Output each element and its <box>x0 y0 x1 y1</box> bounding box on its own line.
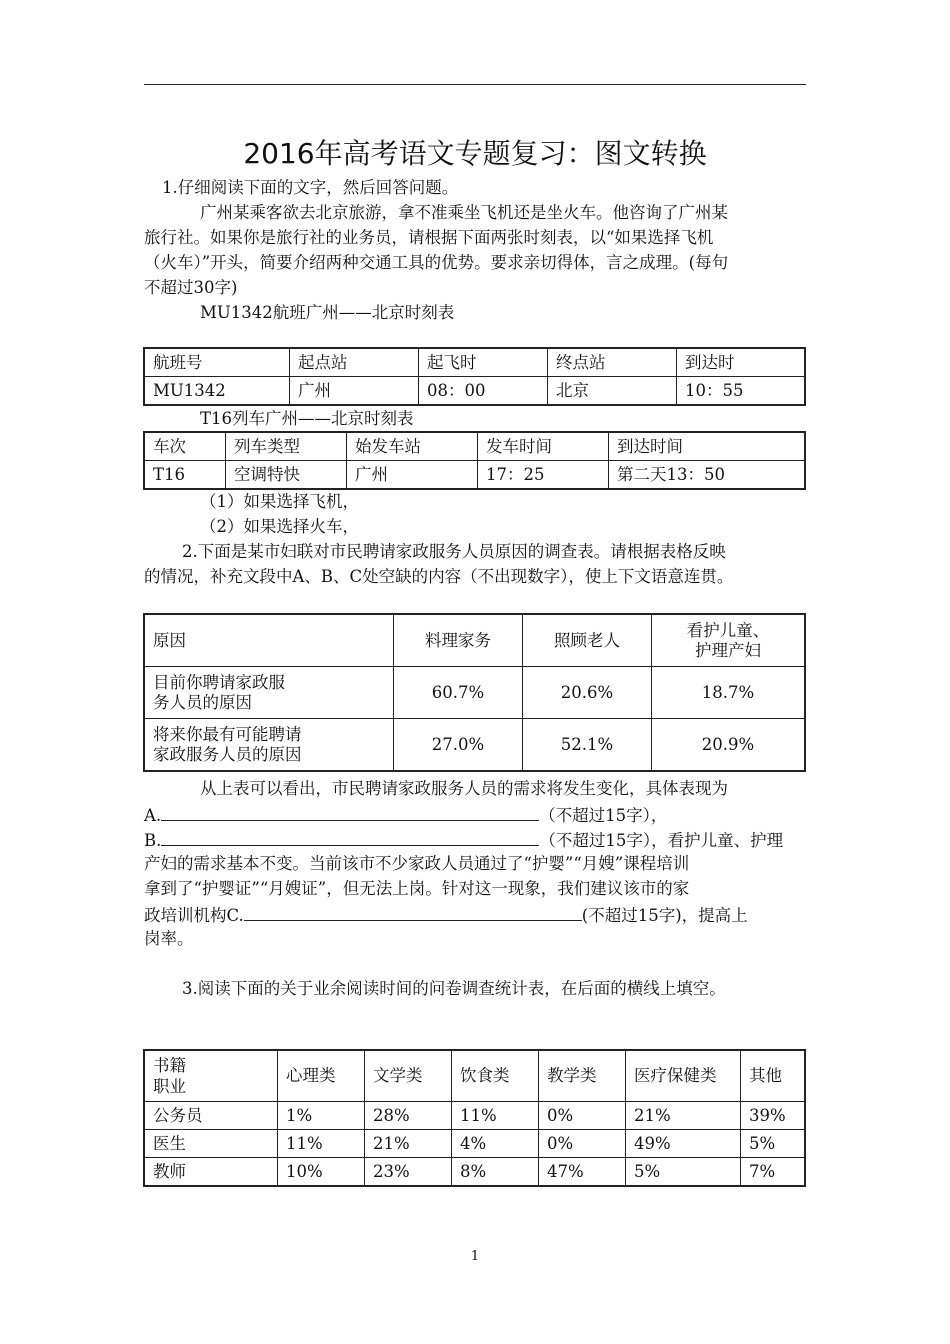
corner-bottom-label: 职业 <box>153 1077 186 1096</box>
table-cell: 17：25 <box>478 461 609 490</box>
q2-stem-line-1: 2.下面是某市妇联对市民聘请家政服务人员原因的调查表。请根据表格反映 <box>182 542 726 561</box>
table-cell: 39% <box>741 1102 806 1130</box>
blank-label-b: B. <box>144 831 162 850</box>
table-header-row <box>144 348 805 377</box>
table-cell: 8% <box>452 1158 539 1187</box>
table-cell: 18.7% <box>652 667 806 719</box>
q1-answer-1: （1）如果选择飞机， <box>200 492 359 511</box>
top-rule <box>144 84 806 85</box>
blank-suffix-c: (不超过15字)，提高上 <box>581 906 748 925</box>
q2-text-line-4: 产妇的需求基本不变。当前该市不少家政人员通过了“护婴”“月嫂”课程培训 <box>144 854 690 873</box>
table-cell: 5% <box>741 1130 806 1158</box>
table-cell: 5% <box>626 1158 741 1187</box>
flight-table-caption: MU1342航班广州——北京时刻表 <box>200 303 455 322</box>
table-row-label: 公务员 <box>144 1102 278 1130</box>
table-cell: 空调特快 <box>226 461 347 490</box>
table-header-cell: 心理类 <box>278 1050 365 1102</box>
table-header-cell: 照顾老人 <box>523 614 652 667</box>
table-row-label <box>144 719 394 772</box>
table-row <box>144 667 805 719</box>
table-row-label: 医生 <box>144 1130 278 1158</box>
table-cell: 广州 <box>290 377 419 406</box>
table-header-cell: 车次 <box>144 432 226 461</box>
blank-label-c: 政培训机构C. <box>144 906 244 925</box>
table-header-row <box>144 432 805 461</box>
q2-text-line-c <box>144 904 748 926</box>
table-cell: 1% <box>278 1102 365 1130</box>
q1-paragraph-line-1: 广州某乘客欲去北京旅游，拿不准乘坐飞机还是坐火车。他咨询了广州某 <box>200 203 728 222</box>
table-header-cell: 终点站 <box>548 348 677 377</box>
blank-label-a: A. <box>144 806 162 825</box>
answer-blank-c[interactable] <box>244 904 582 921</box>
table-cell: 11% <box>278 1130 365 1158</box>
row-label-text: 将来你最有可能聘请 <box>153 724 302 744</box>
table-row <box>144 377 805 406</box>
blank-suffix-a: （不超过15字）， <box>539 806 668 825</box>
q2-text-line-b <box>144 829 783 851</box>
q2-text-line-a <box>144 804 667 826</box>
table-cell: 21% <box>365 1130 452 1158</box>
survey-table-housekeeping <box>143 613 806 772</box>
table-header-cell: 原因 <box>144 614 394 667</box>
table-cell: 10：55 <box>677 377 806 406</box>
blank-suffix-b: （不超过15字），看护儿童、护理 <box>539 831 784 850</box>
table-cell: T16 <box>144 461 226 490</box>
table-cell: 47% <box>539 1158 626 1187</box>
q2-text-line-1: 从上表可以看出，市民聘请家政服务人员的需求将发生变化，具体表现为 <box>200 779 728 798</box>
table-cell: 60.7% <box>394 667 523 719</box>
table-cell: 第二天13：50 <box>609 461 806 490</box>
answer-blank-b[interactable] <box>161 829 539 846</box>
q2-text-line-7: 岗率。 <box>144 929 194 948</box>
table-cell: MU1342 <box>144 377 290 406</box>
table-row-label: 教师 <box>144 1158 278 1187</box>
table-cell: 20.6% <box>523 667 652 719</box>
table-header-cell <box>652 614 806 667</box>
q2-stem-line-2: 的情况，补充文段中A、B、C处空缺的内容（不出现数字），使上下文语意连贯。 <box>144 567 734 586</box>
q1-paragraph-line-3: （火车）”开头，简要介绍两种交通工具的优势。要求亲切得体，言之成理。(每句 <box>144 253 729 272</box>
q1-paragraph-line-4: 不超过30字) <box>144 278 238 297</box>
q1-answer-2: （2）如果选择火车， <box>200 517 359 536</box>
table-header-cell: 始发车站 <box>347 432 478 461</box>
q2-text-line-5: 拿到了“护婴证”“月嫂证”，但无法上岗。针对这一现象，我们建议该市的家 <box>144 879 690 898</box>
q1-paragraph-line-2: 旅行社。如果你是旅行社的业务员，请根据下面两张时刻表，以“如果选择飞机 <box>144 228 714 247</box>
table-cell: 52.1% <box>523 719 652 772</box>
table-cell: 27.0% <box>394 719 523 772</box>
table-row <box>144 1102 805 1130</box>
table-cell: 7% <box>741 1158 806 1187</box>
table-header-cell: 航班号 <box>144 348 290 377</box>
corner-top-label: 书籍 <box>153 1056 186 1075</box>
table-header-cell: 列车类型 <box>226 432 347 461</box>
table-row <box>144 719 805 772</box>
row-label-text: 家政服务人员的原因 <box>153 744 302 764</box>
table-row <box>144 1158 805 1187</box>
table-row <box>144 1130 805 1158</box>
train-timetable <box>143 431 806 490</box>
table-row-label <box>144 667 394 719</box>
table-header-cell: 饮食类 <box>452 1050 539 1102</box>
flight-timetable <box>143 347 806 406</box>
table-cell: 广州 <box>347 461 478 490</box>
table-cell: 北京 <box>548 377 677 406</box>
table-header-cell: 起飞时 <box>419 348 548 377</box>
table-cell: 11% <box>452 1102 539 1130</box>
table-cell: 10% <box>278 1158 365 1187</box>
table-header-cell: 医疗保健类 <box>626 1050 741 1102</box>
table-header-cell: 料理家务 <box>394 614 523 667</box>
table-cell: 0% <box>539 1130 626 1158</box>
table-header-text: 看护儿童、 <box>686 620 770 640</box>
row-label-text: 务人员的原因 <box>153 692 252 712</box>
table-cell: 08：00 <box>419 377 548 406</box>
train-table-caption: T16列车广州——北京时刻表 <box>200 409 414 428</box>
table-cell: 0% <box>539 1102 626 1130</box>
table-header-cell: 到达时间 <box>609 432 806 461</box>
q1-stem: 1.仔细阅读下面的文字，然后回答问题。 <box>162 178 459 197</box>
document-title: 2016年高考语文专题复习：图文转换 <box>243 137 707 170</box>
table-header-row <box>144 614 805 667</box>
table-header-cell: 起点站 <box>290 348 419 377</box>
table-header-cell: 发车时间 <box>478 432 609 461</box>
answer-blank-a[interactable] <box>161 804 539 821</box>
reading-survey-table <box>143 1049 806 1187</box>
table-header-row <box>144 1050 805 1102</box>
q3-stem: 3.阅读下面的关于业余阅读时间的问卷调查统计表，在后面的横线上填空。 <box>182 979 726 998</box>
table-header-cell: 其他 <box>741 1050 806 1102</box>
table-header-cell: 文学类 <box>365 1050 452 1102</box>
table-header-cell: 教学类 <box>539 1050 626 1102</box>
table-cell: 28% <box>365 1102 452 1130</box>
table-cell: 21% <box>626 1102 741 1130</box>
table-header-text: 护理产妇 <box>695 640 761 660</box>
table-header-cell: 到达时 <box>677 348 806 377</box>
table-cell: 20.9% <box>652 719 806 772</box>
table-row <box>144 461 805 490</box>
table-cell: 49% <box>626 1130 741 1158</box>
page-number: 1 <box>470 1249 480 1264</box>
table-corner-cell <box>144 1050 278 1102</box>
table-cell: 4% <box>452 1130 539 1158</box>
table-cell: 23% <box>365 1158 452 1187</box>
row-label-text: 目前你聘请家政服 <box>153 672 285 692</box>
